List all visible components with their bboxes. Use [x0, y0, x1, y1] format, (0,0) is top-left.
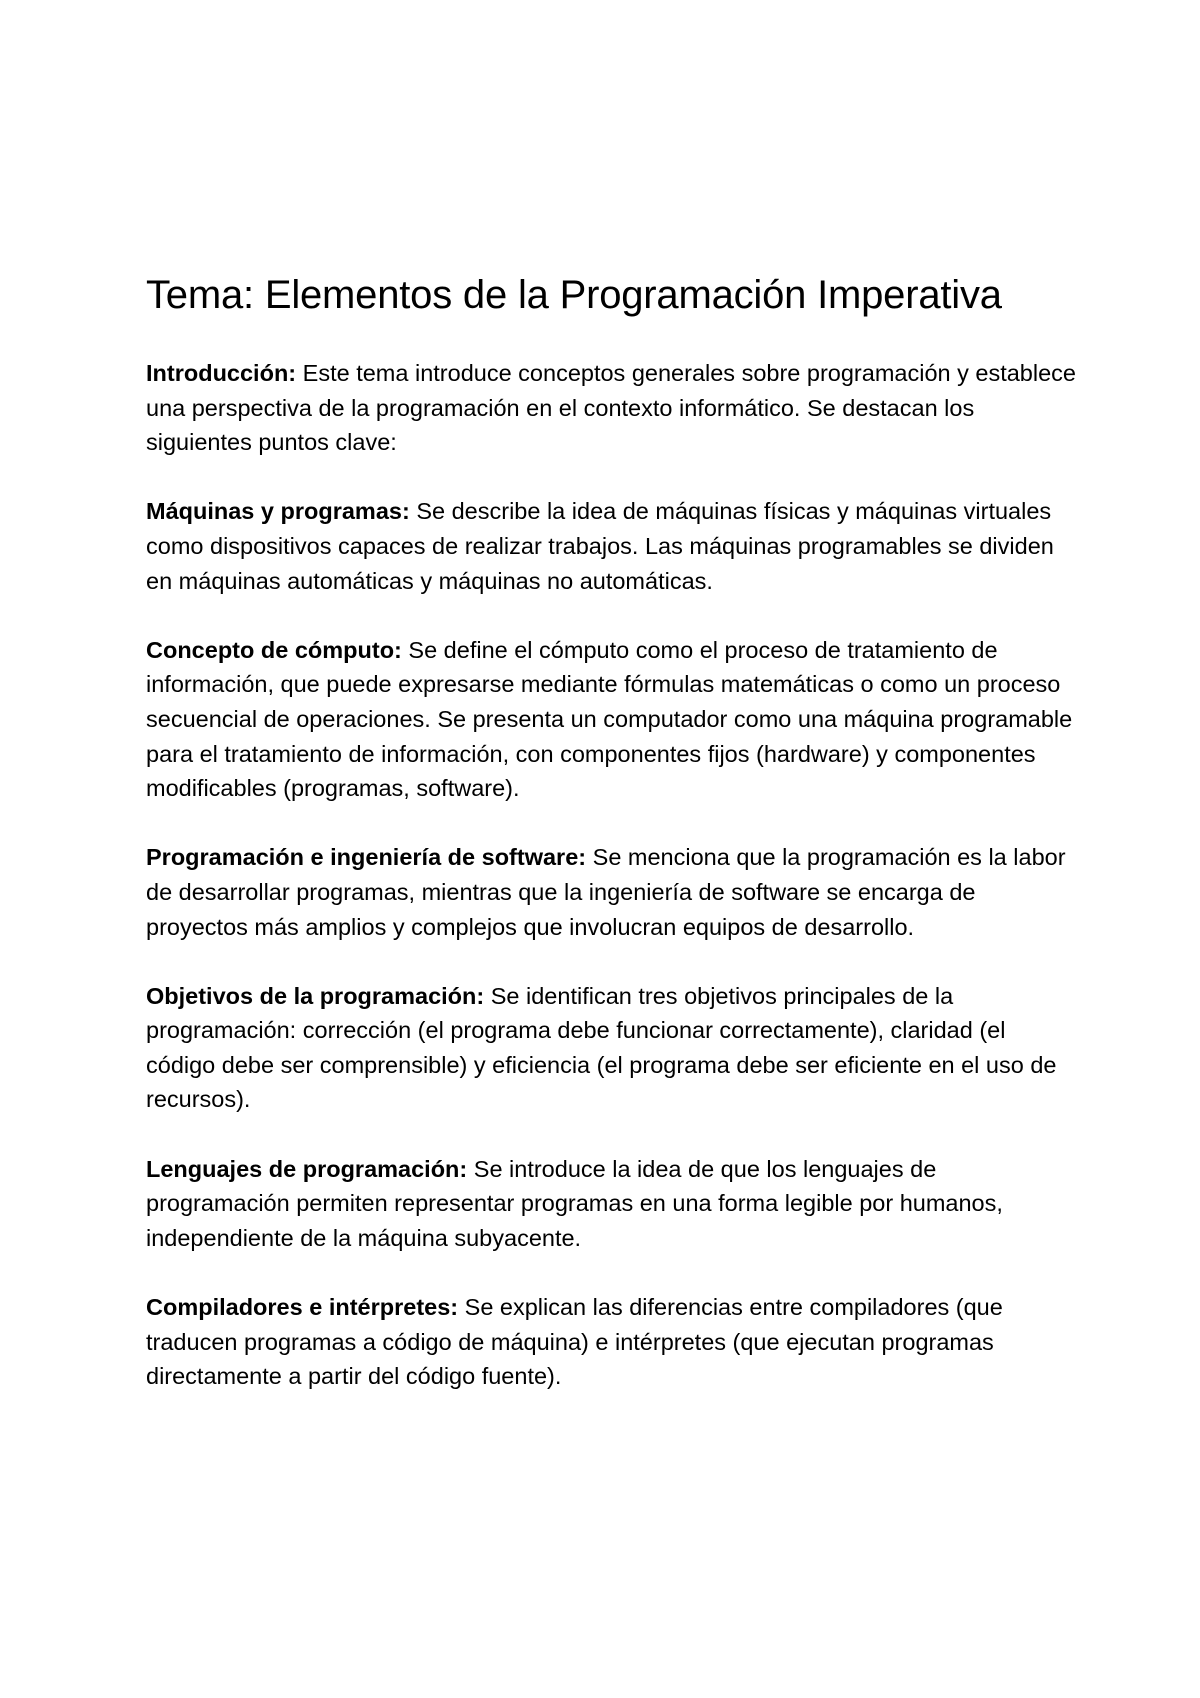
section-term: Compiladores e intérpretes:: [146, 1294, 459, 1321]
document-title: Tema: Elementos de la Programación Imperativa: [146, 273, 1002, 317]
section-term: Concepto de cómputo:: [146, 636, 402, 663]
section-compiladores: [146, 1290, 1076, 1394]
section-text: Se introduce la idea de que los lenguajes de programación permiten representar programas en una forma legible por humanos, independiente de la máquina subyacente.: [146, 1155, 1003, 1251]
section-term: Introducción:: [146, 360, 297, 386]
section-text: Se describe la idea de máquinas físicas y máquinas virtuales como dispositivos capaces de realizar trabajos. Las máquinas programables se dividen en máquinas automáticas y máquinas no automáticas.: [146, 498, 1054, 594]
section-term: Programación e ingeniería de software:: [146, 844, 587, 871]
section-text: Se menciona que la programación es la labor de desarrollar programas, mientras que la ingeniería de software se encarga de proyectos más amplios y complejos que involucran equipos de desarrollo.: [146, 844, 1066, 940]
section-term: Objetivos de la programación:: [146, 982, 485, 1009]
section-introduccion: [146, 356, 1076, 460]
section-programacion-e-ingenieria: [146, 840, 1076, 944]
section-term: Lenguajes de programación:: [146, 1155, 468, 1182]
section-lenguajes: [146, 1152, 1076, 1256]
section-text: Se identifican tres objetivos principales de la programación: corrección (el programa debe funcionar correctamente), claridad (el código debe ser comprensible) y eficiencia (el programa debe ser eficiente en el uso de recursos).: [146, 982, 1057, 1113]
section-concepto-de-computo: [146, 633, 1076, 806]
section-text: Se define el cómputo como el proceso de tratamiento de información, que puede expresarse mediante fórmulas matemáticas o como un proceso secuencial de operaciones. Se presenta un computador como una máquina programable para el tratamiento de información, con componentes fijos (hardware) y componentes modificables (programas, software).: [146, 636, 1073, 802]
document-page: [146, 270, 1076, 1428]
section-term: Máquinas y programas:: [146, 498, 410, 525]
section-objetivos: [146, 979, 1076, 1117]
section-maquinas-y-programas: [146, 494, 1076, 598]
section-text: Se explican las diferencias entre compiladores (que traducen programas a código de máquina) e intérpretes (que ejecutan programas directamente a partir del código fuente).: [146, 1294, 1003, 1390]
section-text: Este tema introduce conceptos generales sobre programación y establece una perspectiva de la programación en el contexto informático. Se destacan los siguientes puntos clave:: [146, 360, 1076, 456]
